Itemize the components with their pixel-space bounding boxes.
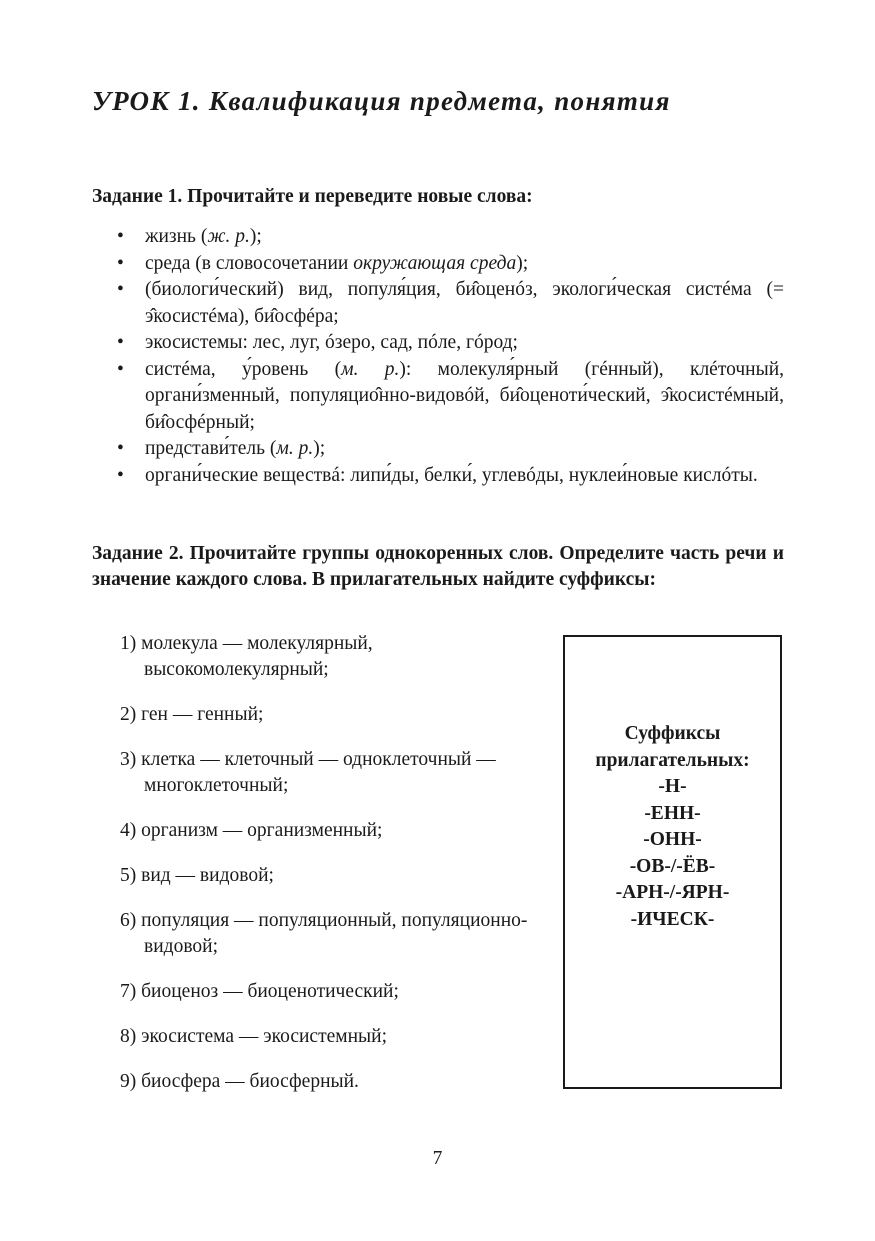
word-group-item: 3) клетка — клеточный — одноклеточный — многоклеточный; (120, 749, 496, 796)
bullet-icon: • (117, 226, 124, 247)
vocabulary-item: • экосистемы: лес, луг, óзеро, сад, пóле, гóрод; (92, 330, 784, 357)
bullet-icon: • (117, 252, 124, 274)
page-number: 7 (432, 1148, 443, 1169)
task2-heading: Задание 2. Прочитайте группы однокоренных слов. Определите часть речи и значение каждого слова. В прилагательных найдите суффиксы: (92, 543, 784, 590)
suffix-item: -АРН-/-ЯРН- (615, 882, 730, 903)
word-group-item: 7) биоценоз — биоценотический; (120, 981, 399, 1002)
bullet-icon: • (117, 438, 124, 459)
suffix-item: -ЕНН- (644, 802, 701, 824)
suffix-item: -ОВ-/-ЁВ- (629, 855, 716, 877)
bullet-icon: • (117, 332, 124, 353)
vocabulary-item: • (биологи́ческий) вид, популя́ция, би̂оценóз, экологи́ческая систéма (= э̂косистéма), би̂осфéра; (117, 279, 784, 327)
suffix-item: -ОНН- (643, 829, 702, 850)
bullet-icon: • (117, 279, 124, 300)
suffix-box-subtitle: прилагательных: (595, 749, 750, 771)
word-group-item: 5) вид — видовой; (120, 865, 274, 886)
word-group-item: 1) молекула — молекулярный, высокомолекулярный; (120, 633, 373, 680)
suffix-box (563, 635, 782, 1089)
suffix-item: -Н- (658, 776, 687, 797)
suffix-item: -ИЧЕСК- (630, 908, 715, 930)
vocabulary-item: • среда (в словосочетании окружающая среда); (92, 251, 784, 278)
vocabulary-list (92, 224, 784, 489)
vocabulary-item: • жизнь (ж. р.); (92, 224, 784, 251)
word-group-item: 4) организм — организменный; (120, 820, 383, 841)
suffix-box-content (595, 721, 749, 933)
lesson-title: УРОК 1. Квалификация предмета, понятия (92, 86, 671, 116)
suffix-box-title: Суффиксы (624, 723, 721, 744)
word-group-item: 9) биосфера — биосферный. (120, 1071, 359, 1092)
vocabulary-item: • органи́ческие веществá: липи́ды, белки́, углевóды, нуклеи́новые кислóты. (92, 463, 784, 490)
word-group-item: 2) ген — генный; (120, 704, 264, 725)
bullet-icon: • (117, 464, 124, 486)
word-group-item: 6) популяция — популяционный, популяционно-видовой; (120, 910, 528, 957)
word-groups-list (120, 631, 550, 1114)
bullet-icon: • (117, 358, 124, 380)
word-group-item: 8) экосистема — экосистемный; (120, 1026, 387, 1047)
task1-heading: Задание 1. Прочитайте и переведите новые слова: (92, 186, 533, 207)
vocabulary-item: • представи́тель (м. р.); (92, 436, 784, 463)
vocabulary-item: • систéма, у́ровень (м. р.): молекуля́рный (гéнный), клéточный, органи́зменный, популяцио̂нно-видовóй, би̂оценоти́ческий, э̂косистéмный, би̂осфéрный; (117, 358, 784, 433)
